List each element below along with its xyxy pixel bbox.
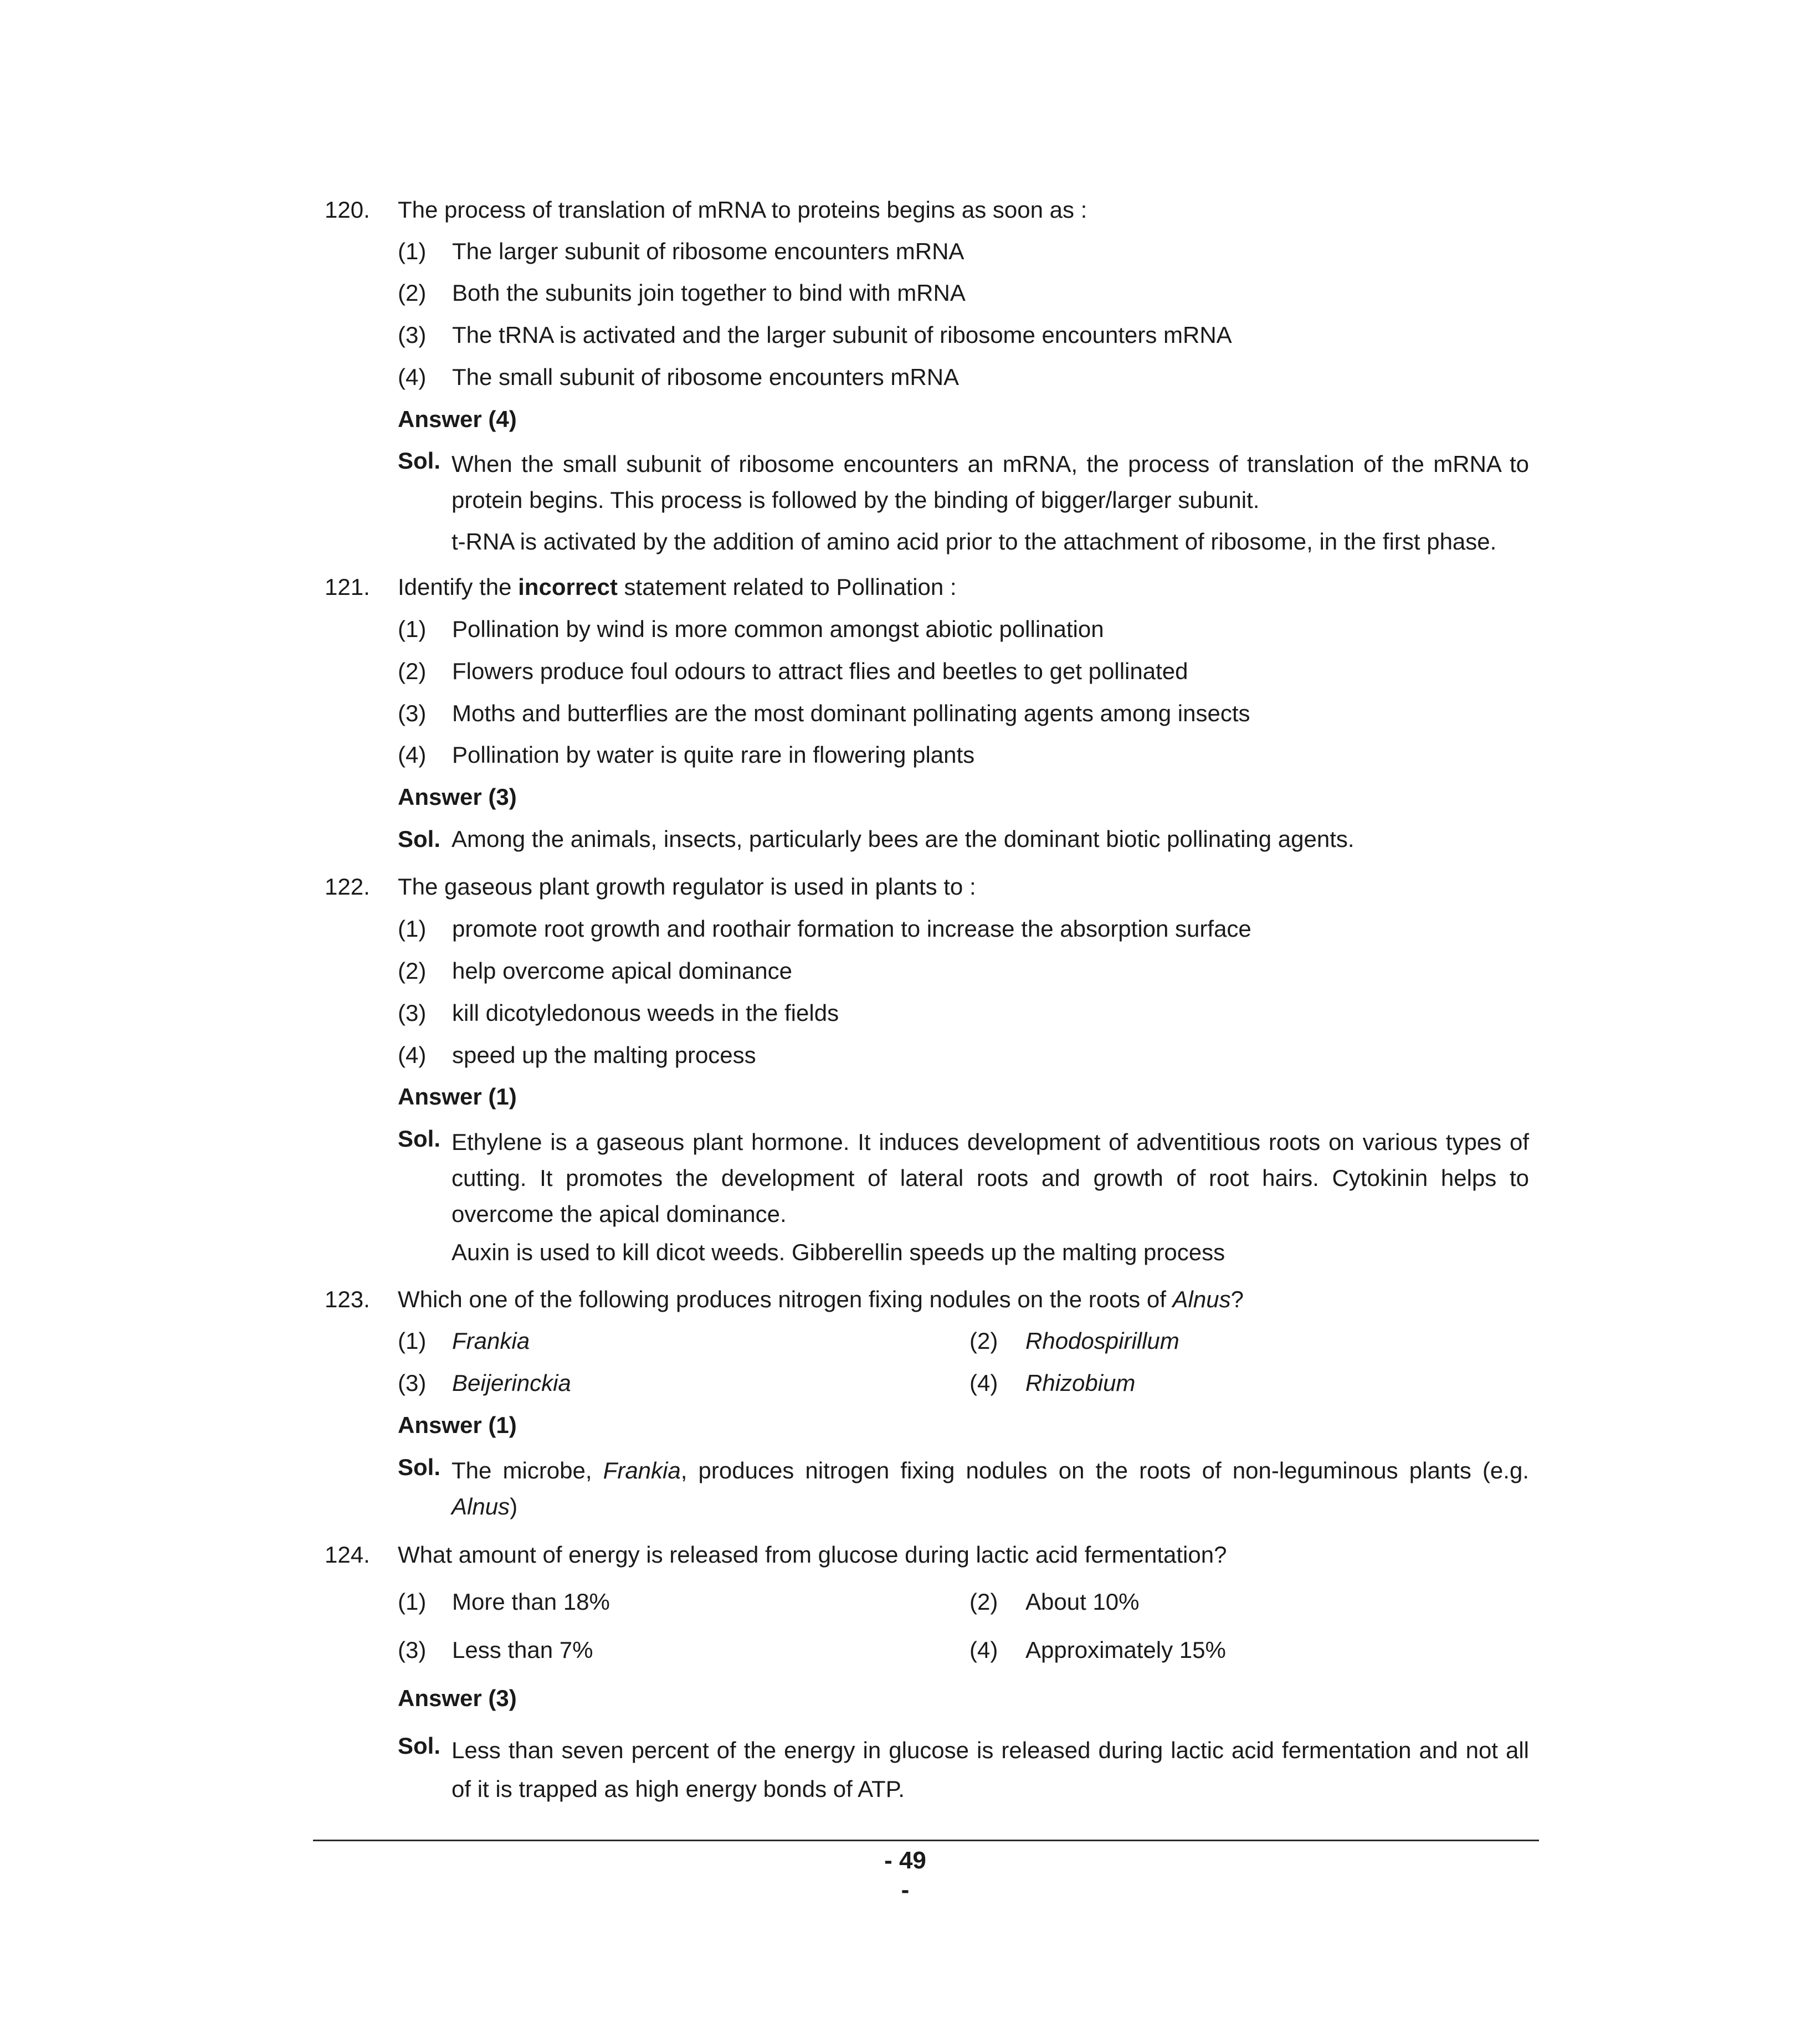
solution-text (452, 446, 1529, 559)
solution-paragraph: Auxin is used to kill dicot weeds. Gibberellin speeds up the malting process (452, 1239, 1225, 1265)
solution-paragraph: Less than seven percent of the energy in glucose is released during lactic acid fermentation and not all of it is trapped as high energy bonds of ATP. (452, 1737, 1529, 1802)
solution-label: Sol. (398, 1454, 441, 1480)
solution-label: Sol. (398, 1126, 441, 1152)
option-number: (3) (398, 1370, 427, 1396)
answer-label: Answer (3) (398, 1685, 517, 1711)
option-number: (2) (969, 1589, 998, 1615)
page-number: - 49 - (884, 1847, 926, 1903)
option-number: (3) (398, 700, 427, 726)
option-number: (1) (398, 616, 427, 642)
option-text: The larger subunit of ribosome encounters mRNA (452, 238, 965, 264)
solution-label: Sol. (398, 1733, 441, 1759)
option-text: Pollination by wind is more common amongst abiotic pollination (452, 616, 1104, 642)
question-number: 121. (325, 574, 370, 600)
solution-paragraph: The microbe, Frankia, produces nitrogen fixing nodules on the roots of non-leguminous plants (e.g. Alnus) (452, 1457, 1529, 1519)
question-stem: Identify the incorrect statement related to Pollination : (398, 574, 957, 600)
solution-paragraph: t-RNA is activated by the addition of amino acid prior to the attachment of ribosome, in the first phase. (452, 528, 1497, 554)
option-number: (1) (398, 1589, 427, 1615)
option-text: Approximately 15% (1025, 1637, 1226, 1663)
question-stem: What amount of energy is released from glucose during lactic acid fermentation? (398, 1542, 1227, 1568)
answer-label: Answer (4) (398, 406, 517, 432)
option-text: About 10% (1025, 1589, 1140, 1615)
option-text: speed up the malting process (452, 1042, 756, 1068)
question-number: 124. (325, 1542, 370, 1568)
solution-text (452, 1731, 1529, 1809)
answer-label: Answer (3) (398, 784, 517, 810)
option-text: kill dicotyledonous weeds in the fields (452, 1000, 839, 1026)
solution-paragraph: Ethylene is a gaseous plant hormone. It induces development of adventitious roots on various types of cutting. It promotes the development of lateral roots and growth of root hairs. Cytokinin helps to overcome the apical dominance. (452, 1129, 1529, 1227)
footer-divider (313, 1840, 1539, 1841)
option-text: The tRNA is activated and the larger subunit of ribosome encounters mRNA (452, 322, 1232, 348)
answer-label: Answer (1) (398, 1083, 517, 1110)
option-text: Both the subunits join together to bind with mRNA (452, 280, 966, 306)
option-number: (4) (398, 364, 427, 390)
option-number: (2) (398, 280, 427, 306)
question-stem: The gaseous plant growth regulator is used in plants to : (398, 874, 976, 900)
option-number: (1) (398, 1328, 427, 1354)
question-number: 120. (325, 197, 370, 223)
option-number: (4) (969, 1637, 998, 1663)
question-stem: The process of translation of mRNA to proteins begins as soon as : (398, 197, 1087, 223)
option-number: (4) (398, 742, 427, 768)
option-number: (1) (398, 238, 427, 264)
option-text: help overcome apical dominance (452, 958, 793, 984)
option-text: Pollination by water is quite rare in flowering plants (452, 742, 975, 768)
option-text: Rhizobium (1025, 1370, 1136, 1396)
option-text: More than 18% (452, 1589, 610, 1615)
question-stem: Which one of the following produces nitrogen fixing nodules on the roots of Alnus? (398, 1286, 1244, 1312)
option-text: Moths and butterflies are the most dominant pollinating agents among insects (452, 700, 1250, 726)
option-text: Frankia (452, 1328, 530, 1354)
solution-paragraph: Among the animals, insects, particularly bees are the dominant biotic pollinating agents. (452, 826, 1355, 852)
option-text: Beijerinckia (452, 1370, 571, 1396)
option-text: promote root growth and roothair formation to increase the absorption surface (452, 916, 1251, 942)
option-text: Less than 7% (452, 1637, 593, 1663)
question-number: 122. (325, 874, 370, 900)
option-text: Flowers produce foul odours to attract flies and beetles to get pollinated (452, 658, 1188, 684)
question-number: 123. (325, 1286, 370, 1312)
option-number: (2) (969, 1328, 998, 1354)
option-number: (4) (398, 1042, 427, 1068)
solution-text (452, 1124, 1529, 1267)
option-number: (1) (398, 916, 427, 942)
option-number: (3) (398, 1637, 427, 1663)
solution-text (452, 824, 1529, 854)
solution-text (452, 1452, 1529, 1524)
option-number: (3) (398, 322, 427, 348)
option-text: Rhodospirillum (1025, 1328, 1179, 1354)
solution-label: Sol. (398, 448, 441, 474)
option-number: (2) (398, 658, 427, 684)
option-number: (4) (969, 1370, 998, 1396)
option-number: (2) (398, 958, 427, 984)
solution-paragraph: When the small subunit of ribosome encounters an mRNA, the process of translation of the mRNA to protein begins. This process is followed by the binding of bigger/larger subunit. (452, 451, 1529, 513)
option-text: The small subunit of ribosome encounters mRNA (452, 364, 960, 390)
option-number: (3) (398, 1000, 427, 1026)
solution-label: Sol. (398, 826, 441, 852)
answer-label: Answer (1) (398, 1412, 517, 1438)
